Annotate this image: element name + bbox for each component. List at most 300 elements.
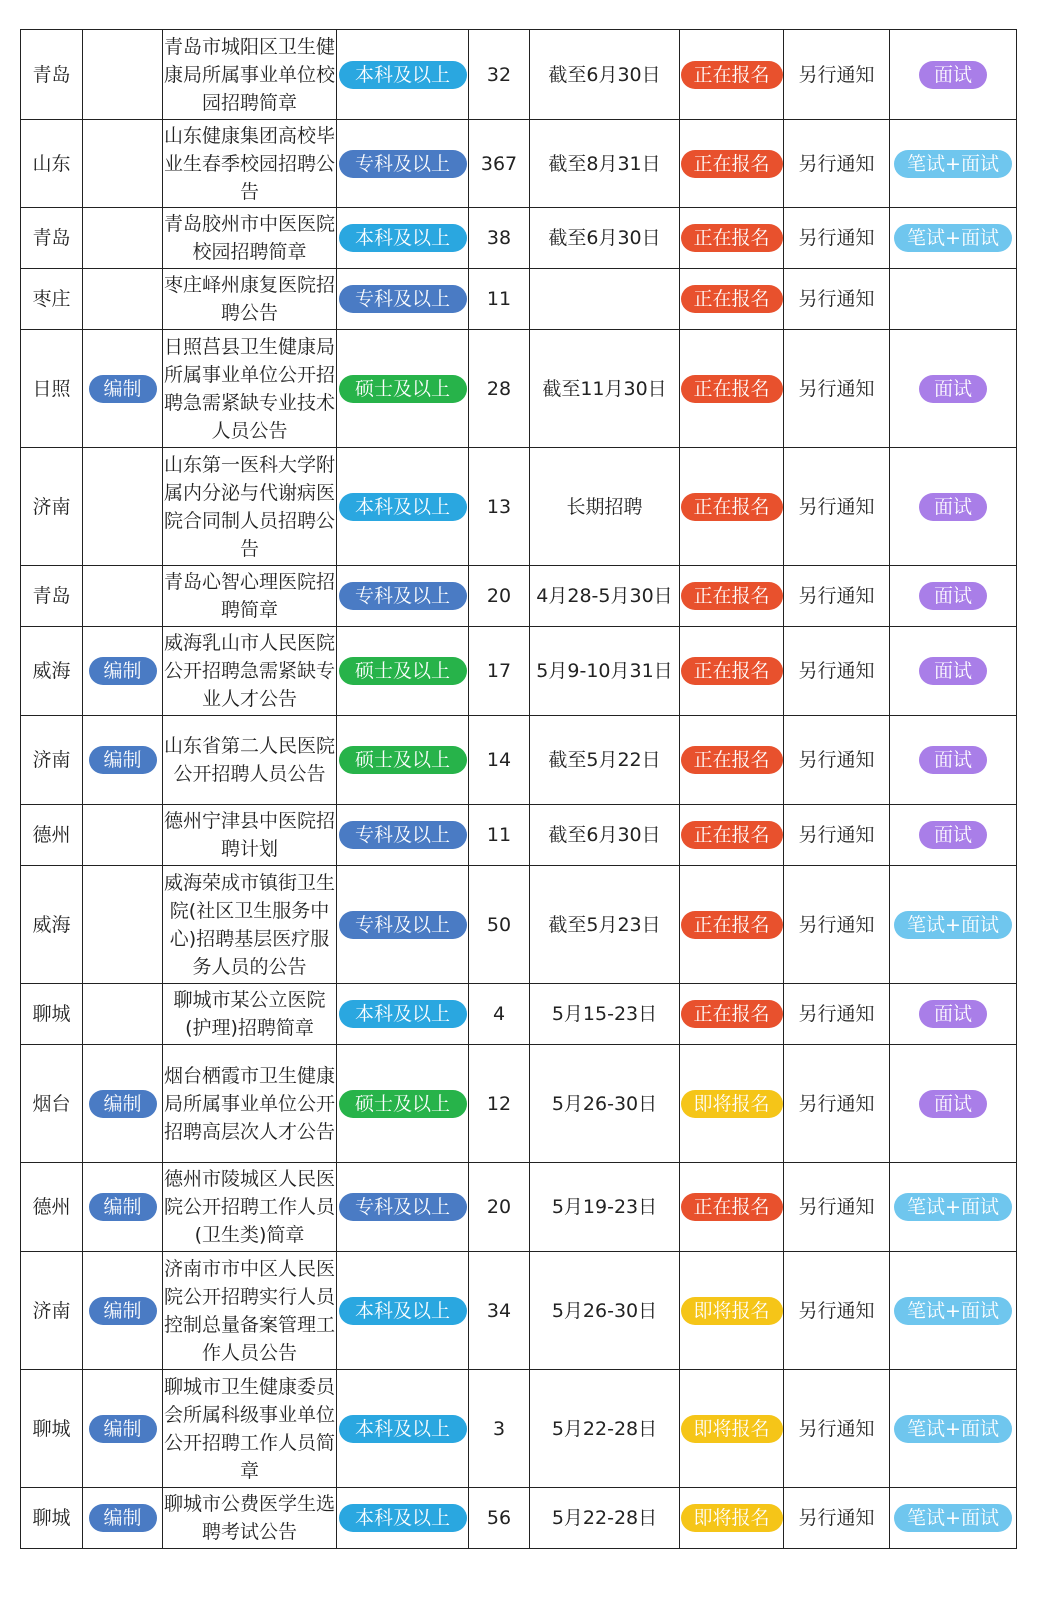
status-cell (680, 866, 784, 984)
city-label: 德州 (32, 1196, 71, 1218)
notice-title: 威海荣成市镇街卫生院(社区卫生服务中心)招聘基层医疗服务人员的公告 (163, 871, 335, 978)
notice-title: 日照莒县卫生健康局所属事业单位公开招聘急需紧缺专业技术人员公告 (163, 335, 335, 442)
recruit-count: 17 (486, 660, 512, 682)
title-cell (163, 984, 337, 1045)
exam-time-text: 另行通知 (798, 152, 875, 175)
exam-time-text: 另行通知 (798, 1092, 875, 1115)
deadline-text: 5月19-23日 (551, 1196, 658, 1218)
city-label: 济南 (32, 1299, 71, 1322)
notice-title: 山东健康集团高校毕业生春季校园招聘公告 (163, 124, 335, 203)
education-badge: 专科及以上 (339, 821, 467, 849)
table-row (21, 1252, 1017, 1370)
count-cell (469, 716, 530, 805)
notice-title: 山东第一医科大学附属内分泌与代谢病医院合同制人员招聘公告 (163, 453, 335, 560)
city-cell (21, 208, 83, 269)
status-badge: 正在报名 (681, 582, 783, 610)
status-badge: 正在报名 (681, 657, 783, 685)
bianzhi-cell (83, 566, 163, 627)
table-row (21, 627, 1017, 716)
deadline-text: 5月9-10月31日 (536, 660, 673, 682)
deadline-text: 截至5月22日 (548, 749, 661, 771)
bianzhi-cell (83, 30, 163, 120)
exam-method-badge: 面试 (919, 821, 987, 849)
title-cell (163, 566, 337, 627)
exam-method-cell (890, 1252, 1017, 1370)
education-badge: 本科及以上 (339, 1415, 467, 1443)
exam-method-badge: 笔试+面试 (894, 911, 1012, 939)
exam-time-cell (784, 208, 890, 269)
status-cell (680, 1045, 784, 1163)
table-row (21, 805, 1017, 866)
education-badge: 本科及以上 (339, 1297, 467, 1325)
deadline-text: 5月26-30日 (551, 1092, 658, 1115)
bianzhi-cell (83, 627, 163, 716)
deadline-cell (530, 208, 680, 269)
education-badge: 专科及以上 (339, 1193, 467, 1221)
recruit-count: 32 (486, 63, 512, 86)
recruit-count: 20 (486, 585, 512, 607)
exam-time-text: 另行通知 (798, 63, 875, 86)
education-cell (337, 30, 469, 120)
exam-time-text: 另行通知 (798, 1196, 875, 1218)
title-cell (163, 1163, 337, 1252)
exam-method-cell (890, 984, 1017, 1045)
exam-time-cell (784, 30, 890, 120)
education-cell (337, 330, 469, 448)
status-badge: 正在报名 (681, 1000, 783, 1028)
recruit-count: 367 (480, 152, 518, 175)
status-cell (680, 208, 784, 269)
exam-time-text: 另行通知 (798, 1003, 875, 1025)
recruit-count: 4 (492, 1003, 506, 1025)
bianzhi-cell (83, 1163, 163, 1252)
exam-method-cell (890, 120, 1017, 208)
bianzhi-cell (83, 1488, 163, 1549)
notice-title: 聊城市某公立医院(护理)招聘简章 (173, 989, 326, 1039)
status-badge: 正在报名 (681, 285, 783, 313)
bianzhi-cell (83, 1252, 163, 1370)
city-label: 青岛 (32, 63, 71, 86)
count-cell (469, 1370, 530, 1488)
count-cell (469, 984, 530, 1045)
exam-method-cell (890, 566, 1017, 627)
count-cell (469, 1163, 530, 1252)
table-row (21, 716, 1017, 805)
city-cell (21, 716, 83, 805)
education-cell (337, 1045, 469, 1163)
exam-method-cell (890, 627, 1017, 716)
city-cell (21, 30, 83, 120)
title-cell (163, 269, 337, 330)
count-cell (469, 120, 530, 208)
exam-time-text: 另行通知 (798, 1417, 875, 1440)
status-badge: 即将报名 (681, 1090, 783, 1118)
deadline-text: 5月15-23日 (551, 1003, 658, 1025)
notice-title: 枣庄峄州康复医院招聘公告 (163, 274, 335, 324)
city-label: 青岛 (32, 585, 71, 607)
education-badge: 本科及以上 (339, 61, 467, 89)
deadline-text: 截至6月30日 (548, 63, 661, 86)
exam-method-badge: 面试 (919, 375, 987, 403)
title-cell (163, 208, 337, 269)
exam-method-cell (890, 1370, 1017, 1488)
education-cell (337, 448, 469, 566)
notice-title: 威海乳山市人民医院公开招聘急需紧缺专业人才公告 (163, 632, 335, 710)
deadline-cell (530, 1370, 680, 1488)
exam-time-cell (784, 448, 890, 566)
education-badge: 硕士及以上 (339, 746, 467, 774)
education-badge: 专科及以上 (339, 911, 467, 939)
status-badge: 正在报名 (681, 746, 783, 774)
bianzhi-cell (83, 866, 163, 984)
count-cell (469, 30, 530, 120)
status-badge: 正在报名 (681, 61, 783, 89)
exam-method-badge: 笔试+面试 (894, 150, 1012, 178)
city-label: 德州 (32, 824, 71, 846)
table-row (21, 984, 1017, 1045)
education-cell (337, 1252, 469, 1370)
recruit-count: 11 (486, 288, 512, 310)
deadline-cell (530, 566, 680, 627)
exam-method-cell (890, 1045, 1017, 1163)
exam-method-badge: 面试 (919, 1090, 987, 1118)
notice-title: 山东省第二人民医院公开招聘人员公告 (163, 735, 335, 785)
education-badge: 本科及以上 (339, 1000, 467, 1028)
recruit-count: 28 (486, 377, 512, 400)
status-badge: 即将报名 (681, 1297, 783, 1325)
deadline-cell (530, 330, 680, 448)
bianzhi-badge: 编制 (89, 657, 157, 685)
title-cell (163, 1252, 337, 1370)
bianzhi-cell (83, 330, 163, 448)
status-badge: 正在报名 (681, 493, 783, 521)
notice-title: 德州市陵城区人民医院公开招聘工作人员(卫生类)简章 (163, 1168, 335, 1246)
status-cell (680, 1370, 784, 1488)
count-cell (469, 448, 530, 566)
table-row (21, 1163, 1017, 1252)
status-cell (680, 30, 784, 120)
exam-time-text: 另行通知 (798, 660, 875, 682)
table-row (21, 1488, 1017, 1549)
bianzhi-badge: 编制 (89, 1193, 157, 1221)
education-badge: 专科及以上 (339, 582, 467, 610)
exam-method-cell (890, 805, 1017, 866)
deadline-text: 截至6月30日 (548, 227, 661, 249)
exam-method-badge: 笔试+面试 (894, 1415, 1012, 1443)
exam-method-cell (890, 30, 1017, 120)
table-row (21, 866, 1017, 984)
table-row (21, 448, 1017, 566)
deadline-text: 5月22-28日 (551, 1417, 658, 1440)
notice-title: 烟台栖霞市卫生健康局所属事业单位公开招聘高层次人才公告 (163, 1064, 335, 1143)
city-label: 聊城 (32, 1003, 71, 1025)
city-label: 日照 (32, 377, 71, 400)
exam-method-cell (890, 330, 1017, 448)
count-cell (469, 866, 530, 984)
exam-method-badge: 笔试+面试 (894, 1193, 1012, 1221)
deadline-cell (530, 866, 680, 984)
deadline-text: 截至5月23日 (548, 913, 661, 936)
exam-time-cell (784, 566, 890, 627)
table-row (21, 30, 1017, 120)
city-label: 威海 (32, 913, 71, 936)
status-cell (680, 984, 784, 1045)
bianzhi-cell (83, 1045, 163, 1163)
bianzhi-badge: 编制 (89, 1415, 157, 1443)
exam-time-cell (784, 716, 890, 805)
count-cell (469, 1252, 530, 1370)
recruit-count: 14 (486, 749, 512, 771)
deadline-cell (530, 1163, 680, 1252)
recruitment-table (20, 29, 1017, 1549)
count-cell (469, 330, 530, 448)
city-label: 聊城 (32, 1507, 71, 1529)
title-cell (163, 866, 337, 984)
bianzhi-badge: 编制 (89, 1090, 157, 1118)
city-cell (21, 330, 83, 448)
city-label: 枣庄 (32, 288, 71, 310)
count-cell (469, 1045, 530, 1163)
bianzhi-badge: 编制 (89, 1297, 157, 1325)
education-badge: 专科及以上 (339, 285, 467, 313)
city-cell (21, 448, 83, 566)
status-badge: 正在报名 (681, 1193, 783, 1221)
bianzhi-badge: 编制 (89, 375, 157, 403)
city-cell (21, 627, 83, 716)
exam-time-text: 另行通知 (798, 227, 875, 249)
recruit-count: 20 (486, 1196, 512, 1218)
status-badge: 即将报名 (681, 1415, 783, 1443)
education-badge: 本科及以上 (339, 493, 467, 521)
exam-time-text: 另行通知 (798, 913, 875, 936)
city-cell (21, 1163, 83, 1252)
exam-method-cell (890, 448, 1017, 566)
status-cell (680, 566, 784, 627)
recruit-count: 38 (486, 227, 512, 249)
exam-method-badge: 面试 (919, 493, 987, 521)
city-label: 聊城 (32, 1417, 71, 1440)
city-cell (21, 866, 83, 984)
exam-time-cell (784, 805, 890, 866)
title-cell (163, 1488, 337, 1549)
exam-time-cell (784, 866, 890, 984)
exam-method-badge: 面试 (919, 61, 987, 89)
exam-time-text: 另行通知 (798, 824, 875, 846)
status-cell (680, 120, 784, 208)
exam-time-cell (784, 1163, 890, 1252)
city-cell (21, 1252, 83, 1370)
exam-time-cell (784, 1488, 890, 1549)
exam-time-cell (784, 1370, 890, 1488)
deadline-text: 5月26-30日 (551, 1299, 658, 1322)
table-row (21, 1370, 1017, 1488)
bianzhi-cell (83, 805, 163, 866)
bianzhi-cell (83, 716, 163, 805)
title-cell (163, 716, 337, 805)
deadline-cell (530, 805, 680, 866)
deadline-text: 4月28-5月30日 (536, 585, 673, 607)
recruit-count: 11 (486, 824, 512, 846)
deadline-cell (530, 627, 680, 716)
education-cell (337, 208, 469, 269)
recruit-count: 50 (486, 913, 512, 936)
deadline-text: 截至6月30日 (548, 824, 661, 846)
title-cell (163, 627, 337, 716)
status-badge: 正在报名 (681, 224, 783, 252)
count-cell (469, 627, 530, 716)
city-label: 烟台 (32, 1092, 71, 1115)
exam-time-cell (784, 120, 890, 208)
status-badge: 即将报名 (681, 1504, 783, 1532)
exam-time-cell (784, 330, 890, 448)
exam-time-text: 另行通知 (798, 377, 875, 400)
city-cell (21, 1045, 83, 1163)
bianzhi-cell (83, 120, 163, 208)
recruit-count: 13 (486, 495, 512, 518)
count-cell (469, 805, 530, 866)
bianzhi-cell (83, 1370, 163, 1488)
exam-method-badge: 笔试+面试 (894, 1504, 1012, 1532)
city-label: 济南 (32, 749, 71, 771)
title-cell (163, 30, 337, 120)
status-badge: 正在报名 (681, 821, 783, 849)
exam-time-text: 另行通知 (798, 288, 875, 310)
education-cell (337, 1488, 469, 1549)
status-badge: 正在报名 (681, 375, 783, 403)
status-cell (680, 716, 784, 805)
table-body (21, 30, 1017, 1549)
title-cell (163, 1045, 337, 1163)
deadline-cell (530, 448, 680, 566)
status-cell (680, 627, 784, 716)
deadline-cell (530, 1488, 680, 1549)
city-label: 山东 (32, 152, 71, 175)
deadline-cell (530, 984, 680, 1045)
exam-time-cell (784, 1045, 890, 1163)
city-cell (21, 1370, 83, 1488)
exam-method-badge: 面试 (919, 746, 987, 774)
city-cell (21, 120, 83, 208)
notice-title: 聊城市卫生健康委员会所属科级事业单位公开招聘工作人员简章 (163, 1375, 335, 1482)
city-cell (21, 805, 83, 866)
exam-method-badge: 面试 (919, 657, 987, 685)
recruit-count: 3 (492, 1417, 506, 1440)
education-badge: 本科及以上 (339, 1504, 467, 1532)
exam-time-cell (784, 627, 890, 716)
education-cell (337, 984, 469, 1045)
exam-method-cell (890, 269, 1017, 330)
education-cell (337, 627, 469, 716)
exam-method-cell (890, 1488, 1017, 1549)
exam-method-badge: 笔试+面试 (894, 224, 1012, 252)
education-cell (337, 805, 469, 866)
count-cell (469, 566, 530, 627)
bianzhi-cell (83, 269, 163, 330)
education-cell (337, 1163, 469, 1252)
status-cell (680, 1252, 784, 1370)
education-cell (337, 866, 469, 984)
education-badge: 硕士及以上 (339, 375, 467, 403)
title-cell (163, 448, 337, 566)
table-row (21, 566, 1017, 627)
exam-time-text: 另行通知 (798, 1507, 875, 1529)
table-row (21, 269, 1017, 330)
exam-method-badge: 面试 (919, 582, 987, 610)
title-cell (163, 1370, 337, 1488)
exam-time-text: 另行通知 (798, 495, 875, 518)
deadline-cell (530, 716, 680, 805)
city-cell (21, 1488, 83, 1549)
education-cell (337, 716, 469, 805)
notice-title: 德州宁津县中医院招聘计划 (163, 810, 335, 860)
title-cell (163, 805, 337, 866)
education-cell (337, 1370, 469, 1488)
city-cell (21, 269, 83, 330)
education-badge: 专科及以上 (339, 150, 467, 178)
count-cell (469, 269, 530, 330)
table-row (21, 120, 1017, 208)
notice-title: 青岛市城阳区卫生健康局所属事业单位校园招聘简章 (163, 35, 335, 114)
title-cell (163, 120, 337, 208)
deadline-text: 长期招聘 (566, 495, 643, 518)
bianzhi-cell (83, 208, 163, 269)
title-cell (163, 330, 337, 448)
deadline-cell (530, 120, 680, 208)
status-cell (680, 805, 784, 866)
table-row (21, 330, 1017, 448)
city-cell (21, 566, 83, 627)
status-badge: 正在报名 (681, 150, 783, 178)
city-cell (21, 984, 83, 1045)
recruit-count: 34 (486, 1299, 512, 1322)
city-label: 威海 (32, 660, 71, 682)
education-badge: 硕士及以上 (339, 1090, 467, 1118)
deadline-cell (530, 1252, 680, 1370)
notice-title: 聊城市公费医学生选聘考试公告 (163, 1493, 335, 1543)
bianzhi-cell (83, 448, 163, 566)
education-badge: 本科及以上 (339, 224, 467, 252)
exam-method-cell (890, 1163, 1017, 1252)
table-row (21, 208, 1017, 269)
status-cell (680, 1488, 784, 1549)
status-cell (680, 448, 784, 566)
deadline-text: 截至11月30日 (542, 377, 667, 400)
status-cell (680, 330, 784, 448)
recruit-count: 56 (486, 1507, 512, 1529)
recruit-count: 12 (486, 1092, 512, 1115)
exam-time-text: 另行通知 (798, 585, 875, 607)
notice-title: 青岛心智心理医院招聘简章 (163, 571, 335, 621)
exam-time-cell (784, 984, 890, 1045)
exam-time-text: 另行通知 (798, 749, 875, 771)
city-label: 济南 (32, 495, 71, 518)
education-badge: 硕士及以上 (339, 657, 467, 685)
bianzhi-badge: 编制 (89, 746, 157, 774)
status-badge: 正在报名 (681, 911, 783, 939)
exam-method-badge: 笔试+面试 (894, 1297, 1012, 1325)
education-cell (337, 120, 469, 208)
status-cell (680, 269, 784, 330)
bianzhi-badge: 编制 (89, 1504, 157, 1532)
deadline-cell (530, 30, 680, 120)
deadline-cell (530, 1045, 680, 1163)
exam-time-cell (784, 1252, 890, 1370)
exam-method-cell (890, 866, 1017, 984)
exam-method-cell (890, 208, 1017, 269)
deadline-text: 截至8月31日 (548, 152, 661, 175)
exam-method-cell (890, 716, 1017, 805)
table-row (21, 1045, 1017, 1163)
